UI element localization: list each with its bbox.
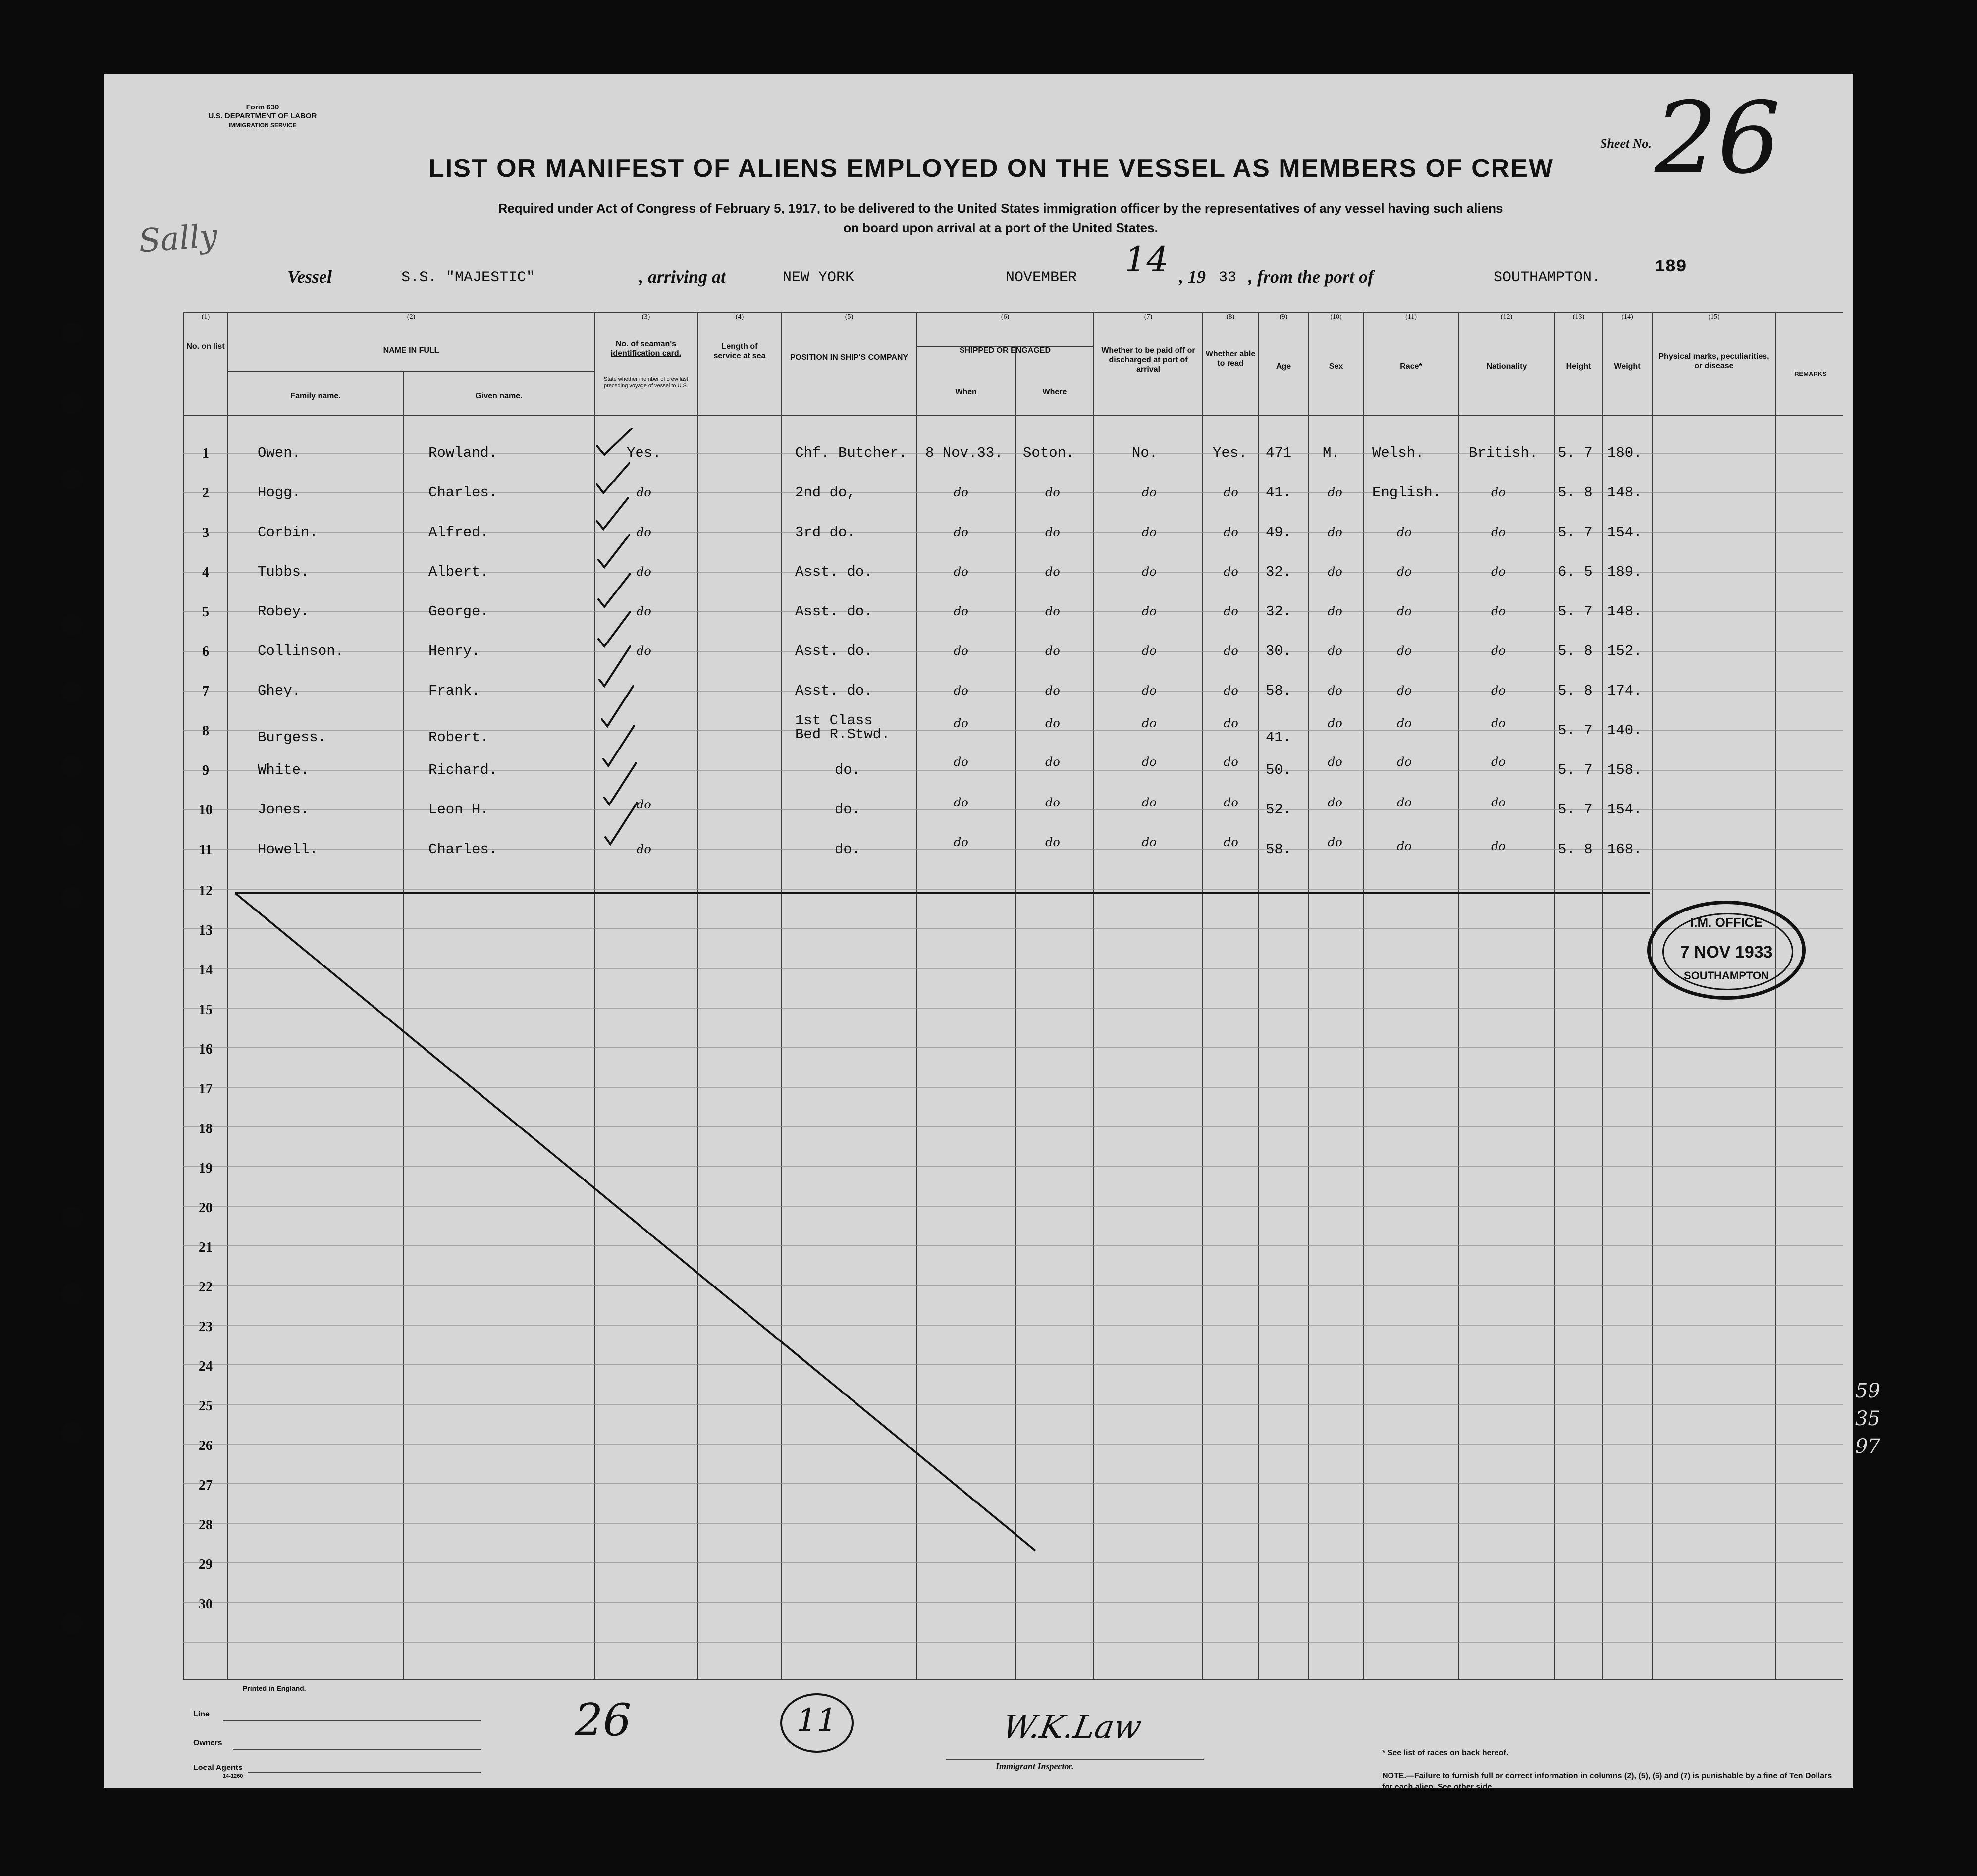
able-read: do [1224,565,1238,579]
weight: 140. [1607,722,1642,739]
family-name: White. [258,762,310,778]
line-rule [223,1720,481,1721]
given-name: Leon H. [428,802,489,818]
shipped-when: do [954,485,968,499]
given-name: Henry. [428,643,481,659]
race: do [1397,565,1412,579]
sex: do [1328,604,1342,618]
row-number: 20 [199,1200,213,1216]
col-num: (4) [735,313,744,321]
paid-off: do [1142,755,1157,769]
weight: 168. [1607,841,1642,858]
col-num: (14) [1621,313,1633,321]
nationality: do [1491,485,1506,499]
paid-off: do [1142,644,1157,658]
shipped-when: do [954,565,968,579]
punch-hole [61,322,83,344]
able-read: Yes. [1213,445,1247,461]
row-number: 27 [199,1478,213,1493]
given-name: Charles. [428,841,498,858]
margin-tally-mark: 59 [1855,1380,1880,1402]
col-num: (15) [1708,313,1720,321]
id-card: do [637,798,651,811]
race: do [1397,716,1412,730]
nationality: do [1491,604,1506,618]
margin-tally [1855,1377,1900,1460]
height: 6. 5 [1558,564,1593,580]
row-number: 30 [199,1597,213,1612]
age: 58. [1266,683,1292,699]
service-label: IMMIGRATION SERVICE [228,122,297,129]
paid-off: do [1142,485,1157,499]
row-number: 15 [199,1002,213,1018]
position-line-2: Bed R.Stwd. [795,726,890,743]
nationality: do [1491,525,1506,539]
id-card: do [637,644,651,658]
sex: do [1328,525,1342,539]
paid-off: do [1142,835,1157,849]
able-read: do [1224,835,1238,849]
shipped-when: do [954,755,968,769]
page-subtitle [342,198,1659,238]
shipped-when: do [954,525,968,539]
header-weight: Weight [1614,362,1641,371]
paid-off: do [1142,525,1157,539]
age: 50. [1266,762,1292,778]
position: Chf. Butcher. [795,445,908,461]
age: 30. [1266,643,1292,659]
row-number: 14 [199,963,213,978]
check-marks [594,416,694,862]
arrival-day: 14 [1124,239,1169,280]
stamp-office: I.M. OFFICE [1690,915,1763,930]
family-name: Robey. [258,603,310,620]
race: do [1397,796,1412,809]
departure-port: SOUTHAMPTON. [1494,269,1601,286]
paid-off: do [1142,604,1157,618]
given-name: Charles. [428,484,498,501]
col-num: (12) [1500,313,1513,321]
form-header-block [178,103,347,130]
header-remarks: REMARKS [1794,370,1827,377]
header-sex: Sex [1329,362,1343,371]
able-read: do [1224,796,1238,809]
punch-hole [61,1612,83,1634]
header-given-name: Given name. [475,392,523,400]
row-number: 22 [199,1280,213,1295]
race: English. [1372,484,1442,501]
height: 5. 8 [1558,841,1593,858]
form-number: Form 630 [246,103,279,111]
header-no-on-list: No. on list [186,342,225,351]
age: 32. [1266,603,1292,620]
position: do. [835,762,861,778]
row-number: 18 [199,1121,213,1136]
col-num: (1) [201,313,210,321]
id-card: do [637,485,651,499]
header-when: When [955,388,977,396]
height: 5. 7 [1558,524,1593,540]
penalty-note: NOTE.—Failure to furnish full or correct information in columns (2), (5), (6) and (7) is punishable by a fine of Ten Dollars for each alien. See other side. [1382,1772,1832,1791]
weight: 158. [1607,762,1642,778]
vessel-name: S.S. "MAJESTIC" [401,269,535,286]
id-card: Yes. [627,445,661,461]
arrival-year: 33 [1219,269,1237,286]
height: 5. 8 [1558,683,1593,699]
nationality: do [1491,565,1506,579]
id-card: do [637,842,651,856]
header-age: Age [1276,362,1291,371]
arrival-port: NEW YORK [783,269,855,286]
nationality: British. [1469,445,1538,461]
subtitle-line-2: on board upon arrival at a port of the United States. [843,220,1158,235]
local-agents-label: Local Agents [193,1764,243,1772]
col-num: (8) [1226,313,1235,321]
col-num: (13) [1572,313,1585,321]
stamp-port: SOUTHAMPTON [1684,969,1769,982]
row-number: 26 [199,1438,213,1453]
row-number: 9 [202,763,209,778]
sex: do [1328,485,1342,499]
family-name: Howell. [258,841,318,858]
margin-note: Sally [137,217,219,260]
shipped-where: do [1045,796,1060,809]
race: do [1397,604,1412,618]
row-number: 3 [202,525,209,540]
row-number: 24 [199,1359,213,1374]
nationality: do [1491,684,1506,697]
row-number: 4 [202,565,209,580]
sex: do [1328,716,1342,730]
given-name: Albert. [428,564,489,580]
col-num: (9) [1279,313,1288,321]
height: 5. 7 [1558,802,1593,818]
shipped-where: Soton. [1023,445,1075,461]
id-card: do [637,525,651,539]
shipped-where: do [1045,604,1060,618]
paid-off: do [1142,716,1157,730]
position: Asst. do. [795,564,873,580]
col-num: (6) [1001,313,1010,321]
inspector-signature: W.K.Law [1000,1709,1145,1746]
shipped-when: do [954,604,968,618]
race: do [1397,525,1412,539]
able-read: do [1224,684,1238,697]
able-read: do [1224,644,1238,658]
row-number: 8 [202,723,209,739]
height: 5. 7 [1558,762,1593,778]
given-name: George. [428,603,489,620]
shipped-where: do [1045,485,1060,499]
shipped-when: 8 Nov.33. [925,445,1003,461]
able-read: do [1224,716,1238,730]
punch-hole [61,614,83,636]
weight: 152. [1607,643,1642,659]
given-name: Robert. [428,729,489,746]
punch-hole [61,1283,83,1305]
given-name: Rowland. [428,445,498,461]
id-card: do [637,604,651,618]
manifest-sheet [104,74,1853,1791]
year-prefix: , 19 [1179,267,1206,287]
form-code: 14-1260 [223,1773,243,1779]
col-num: (11) [1405,313,1417,321]
count-circle [780,1693,854,1753]
row-number: 21 [199,1240,213,1255]
header-nationality: Nationality [1486,362,1527,371]
row-number: 17 [199,1081,213,1097]
able-read: do [1224,604,1238,618]
sex: M. [1323,445,1340,461]
race: Welsh. [1372,445,1424,461]
family-name: Tubbs. [258,564,310,580]
row-number: 13 [199,923,213,938]
handwritten-sheet-total: 26 [575,1694,632,1746]
height: 5. 7 [1558,603,1593,620]
given-name: Frank. [428,683,481,699]
col-num: (2) [407,313,416,321]
position: 1st Class [795,712,873,729]
nationality: do [1491,839,1506,853]
line-label: Line [193,1710,210,1718]
row-number: 10 [199,803,213,818]
arrival-month: NOVEMBER [1006,269,1077,286]
row-number: 29 [199,1557,213,1572]
position: Asst. do. [795,643,873,659]
page-number: 189 [1655,257,1687,277]
position: 3rd do. [795,524,855,540]
sheet-label: Sheet No. [1600,136,1652,151]
age: 32. [1266,564,1292,580]
owners-rule [233,1749,481,1750]
header-length-service: Length of service at sea [713,342,766,360]
header-family-name: Family name. [290,392,341,400]
row-number: 19 [199,1161,213,1176]
sex: do [1328,835,1342,849]
nationality: do [1491,755,1506,769]
race: do [1397,684,1412,697]
row-number: 5 [202,604,209,620]
sex: do [1328,755,1342,769]
inspector-label: Immigrant Inspector. [996,1761,1074,1771]
family-name: Ghey. [258,683,301,699]
weight: 148. [1607,484,1642,501]
race: do [1397,644,1412,658]
punch-hole [61,755,83,777]
vessel-line [287,239,1724,291]
col-num: (5) [845,313,854,321]
department-label: U.S. DEPARTMENT OF LABOR [208,112,317,120]
nationality: do [1491,716,1506,730]
id-card: do [637,565,651,579]
header-name-in-full: NAME IN FULL [383,346,439,355]
position: Asst. do. [795,683,873,699]
header-height: Height [1566,362,1591,371]
shipped-where: do [1045,716,1060,730]
header-shipped-label: SHIPPED OR ENGAGED [959,346,1051,355]
position: do. [835,841,861,858]
weight: 189. [1607,564,1642,580]
family-name: Owen. [258,445,301,461]
race: do [1397,755,1412,769]
height: 5. 7 [1558,722,1593,739]
shipped-when: do [954,835,968,849]
shipped-where: do [1045,835,1060,849]
family-name: Jones. [258,802,310,818]
printed-in: Printed in England. [243,1684,306,1692]
arriving-label: , arriving at [639,267,726,287]
race: do [1397,839,1412,853]
paid-off: do [1142,565,1157,579]
age: 52. [1266,802,1292,818]
shipped-where: do [1045,755,1060,769]
able-read: do [1224,525,1238,539]
shipped-where: do [1045,565,1060,579]
shipped-where: do [1045,525,1060,539]
sex: do [1328,796,1342,809]
sheet-number: 26 [1655,81,1781,196]
punch-hole [61,825,83,847]
weight: 180. [1607,445,1642,461]
margin-tally-mark: 35 [1855,1407,1880,1430]
age: 58. [1266,841,1292,858]
col-num: (3) [641,313,650,321]
paid-off: do [1142,796,1157,809]
row-number: 7 [202,684,209,699]
local-agents-rule [248,1772,481,1773]
position: 2nd do, [795,484,855,501]
able-read: do [1224,755,1238,769]
row-number: 25 [199,1398,213,1414]
row-number: 23 [199,1319,213,1335]
stamp-date: 7 NOV 1933 [1680,943,1773,962]
office-stamp [1647,901,1806,1000]
header-physical-marks: Physical marks, peculiarities, or disease [1658,352,1769,370]
races-note: * See list of races on back hereof. [1382,1749,1509,1757]
row-number: 16 [199,1042,213,1057]
punch-hole [61,468,83,490]
punch-hole [61,681,83,703]
paid-off: No. [1132,445,1158,461]
signature-rule [946,1759,1204,1760]
family-name: Collinson. [258,643,344,659]
nationality: do [1491,644,1506,658]
family-name: Hogg. [258,484,301,501]
given-name: Richard. [428,762,498,778]
given-name: Alfred. [428,524,489,540]
position: Asst. do. [795,603,873,620]
header-race: Race* [1400,362,1422,371]
nationality: do [1491,796,1506,809]
punch-hole [61,1206,83,1228]
header-id-card-note: State whether member of crew last preceding voyage of vessel to U.S. [604,376,688,389]
weight: 148. [1607,603,1642,620]
owners-label: Owners [193,1739,222,1747]
shipped-when: do [954,644,968,658]
row-number: 6 [202,644,209,659]
subtitle-line-1: Required under Act of Congress of February 5, 1917, to be delivered to the United States immigration officer by the representatives of any vessel having such aliens [498,201,1503,215]
family-name: Corbin. [258,524,318,540]
header-paid-off: Whether to be paid off or discharged at port of arrival [1101,346,1195,374]
able-read: do [1224,485,1238,499]
weight: 154. [1607,524,1642,540]
shipped-where: do [1045,644,1060,658]
position: do. [835,802,861,818]
height: 5. 7 [1558,445,1593,461]
header-id-card: No. of seaman's identification card. [610,340,682,358]
header-where: Where [1042,388,1067,396]
handwritten-count: 11 [797,1702,837,1739]
row-number: 2 [202,485,209,501]
row-number: 1 [202,446,209,461]
punch-hole [61,393,83,415]
margin-tally-mark: 97 [1855,1435,1880,1458]
table-grid [104,74,1853,1788]
height: 5. 8 [1558,643,1593,659]
paid-off: do [1142,684,1157,697]
shipped-where: do [1045,684,1060,697]
vessel-label: Vessel [287,267,332,287]
age: 471 [1266,445,1292,461]
height: 5. 8 [1558,484,1593,501]
shipped-when: do [954,716,968,730]
punch-hole [61,887,83,909]
from-label: , from the port of [1248,267,1374,287]
shipped-when: do [954,796,968,809]
age: 49. [1266,524,1292,540]
header-able-read: Whether able to read [1205,350,1256,368]
row-number: 12 [199,883,213,899]
weight: 174. [1607,683,1642,699]
shipped-when: do [954,684,968,697]
header-shipped [916,346,1094,355]
col-num: (10) [1330,313,1342,321]
row-number: 28 [199,1517,213,1533]
header-position: POSITION IN SHIP'S COMPANY [790,353,908,362]
age: 41. [1266,484,1292,501]
sex: do [1328,684,1342,697]
sex: do [1328,565,1342,579]
punch-hole [61,1422,83,1444]
sex: do [1328,644,1342,658]
col-num: (7) [1144,313,1153,321]
row-number: 11 [199,842,213,858]
age: 41. [1266,729,1292,746]
family-name: Burgess. [258,729,327,746]
page-title: LIST OR MANIFEST OF ALIENS EMPLOYED ON THE VESSEL AS MEMBERS OF CREW [428,154,1554,183]
weight: 154. [1607,802,1642,818]
